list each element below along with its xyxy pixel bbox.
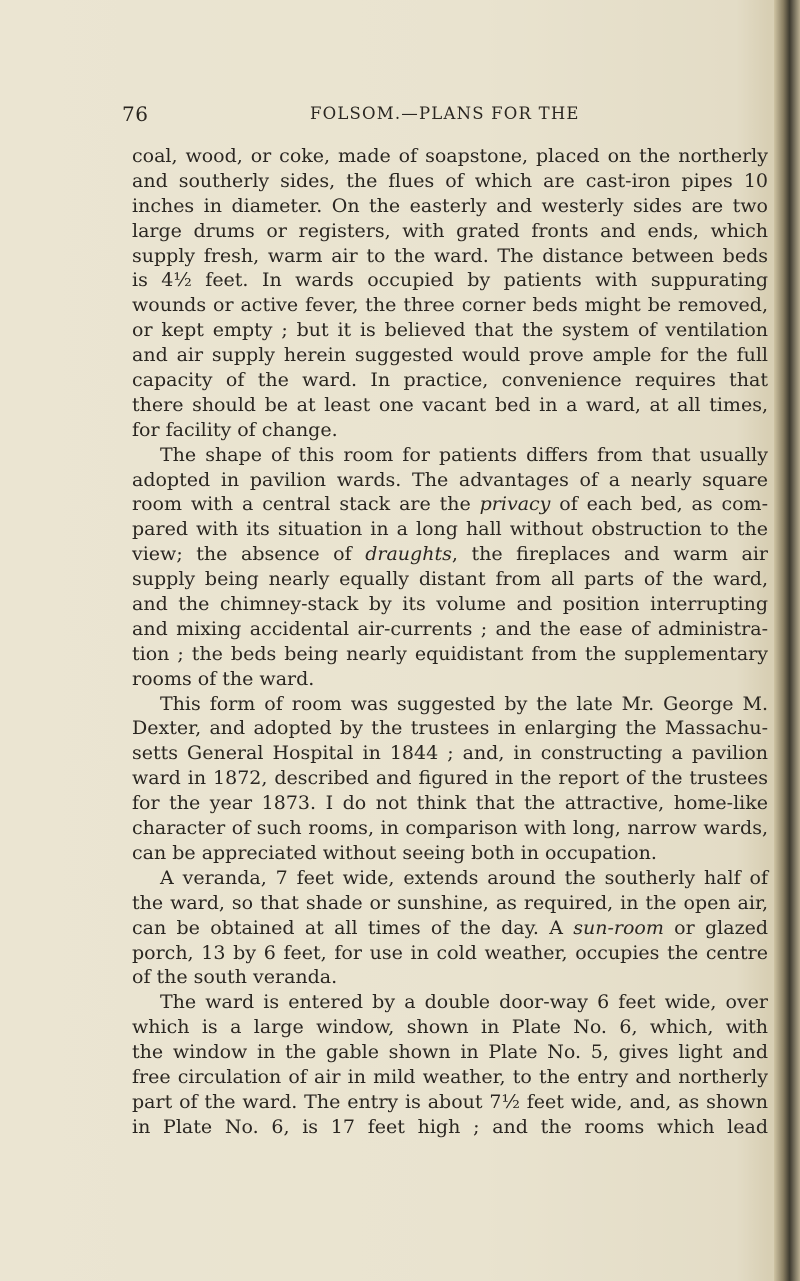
text-run: can be obtained at all times of the day. A xyxy=(132,916,574,939)
text-line: the ward, so that shade or sunshine, as required, in the open air, xyxy=(132,891,768,914)
text-line: large drums or registers, with grated fronts and ends, which xyxy=(132,219,768,242)
text-line: there should be at least one vacant bed in a ward, at all times, xyxy=(132,393,768,416)
text-line: for the year 1873. I do not think that the attractive, home-like xyxy=(132,792,768,815)
text-line: is 4½ feet. In wards occupied by patients with suppurating xyxy=(132,269,768,292)
text-line: or kept empty ; but it is believed that the system of ventilation xyxy=(132,319,768,342)
text-line: and air supply herein suggested would prove ample for the full xyxy=(132,344,768,367)
paragraph-first-line: The shape of this room for patients differs from that usually xyxy=(160,443,768,466)
text-run: of each bed, as com- xyxy=(550,493,768,516)
paragraph-first-line: A veranda, 7 feet wide, extends around the southerly half of xyxy=(160,866,768,889)
text-line: of the south veranda. xyxy=(132,966,338,989)
running-head: FOLSOM.—PLANS FOR THE xyxy=(310,104,580,123)
italic-term: draughts xyxy=(365,543,452,566)
text-line: capacity of the ward. In practice, convenience requires that xyxy=(132,369,768,392)
text-line: and mixing accidental air-currents ; and the ease of administra- xyxy=(132,617,768,640)
text-line xyxy=(132,492,768,517)
page-binding-edge xyxy=(774,0,800,1281)
text-line: setts General Hospital in 1844 ; and, in constructing a pavilion xyxy=(132,742,768,765)
italic-term: privacy xyxy=(479,493,551,516)
text-line xyxy=(132,916,768,941)
text-line: part of the ward. The entry is about 7½ feet wide, and, as shown xyxy=(132,1090,768,1113)
text-line: inches in diameter. On the easterly and westerly sides are two xyxy=(132,194,768,217)
text-line: in Plate No. 6, is 17 feet high ; and the rooms which lead xyxy=(132,1115,768,1138)
text-line: supply fresh, warm air to the ward. The distance between beds xyxy=(132,244,768,267)
text-run: , the fireplaces and warm air xyxy=(451,543,768,566)
text-line: which is a large window, shown in Plate No. 6, which, with xyxy=(132,1016,768,1039)
text-line: Dexter, and adopted by the trustees in enlarging the Massachu- xyxy=(132,717,768,740)
paragraph-first-line: The ward is entered by a double door-way 6 feet wide, over xyxy=(160,991,768,1014)
text-line: can be appreciated without seeing both in occupation. xyxy=(132,841,657,864)
text-line: free circulation of air in mild weather, to the entry and northerly xyxy=(132,1065,768,1088)
text-run: or glazed xyxy=(663,916,768,939)
text-line: character of such rooms, in comparison with long, narrow wards, xyxy=(132,817,768,840)
page-number: 76 xyxy=(122,102,149,126)
text-line: ward in 1872, described and figured in the report of the trustees xyxy=(132,767,768,790)
text-run: room with a central stack are the xyxy=(132,493,480,516)
paragraph-first-line: This form of room was suggested by the late Mr. George M. xyxy=(160,692,768,715)
text-line: pared with its situation in a long hall without obstruction to the xyxy=(132,518,768,541)
text-line: for facility of change. xyxy=(132,418,338,441)
text-line: adopted in pavilion wards. The advantages of a nearly square xyxy=(132,468,768,491)
body-text xyxy=(132,144,768,1140)
text-line: coal, wood, or coke, made of soapstone, placed on the northerly xyxy=(132,145,768,167)
text-run: view; the absence of xyxy=(132,543,366,566)
text-line: porch, 13 by 6 feet, for use in cold weather, occupies the centre xyxy=(132,941,768,964)
text-line: rooms of the ward. xyxy=(132,667,315,690)
text-line: and the chimney-stack by its volume and position interrupting xyxy=(132,593,768,616)
text-line: wounds or active fever, the three corner beds might be removed, xyxy=(132,294,768,317)
text-line: and southerly sides, the flues of which are cast-iron pipes 10 xyxy=(132,169,768,192)
text-line xyxy=(132,542,768,567)
page-header xyxy=(122,102,772,132)
text-line: the window in the gable shown in Plate No. 5, gives light and xyxy=(132,1041,768,1064)
text-line: tion ; the beds being nearly equidistant from the supplementary xyxy=(132,642,768,665)
italic-term: sun-room xyxy=(573,916,664,939)
text-line: supply being nearly equally distant from all parts of the ward, xyxy=(132,568,768,591)
